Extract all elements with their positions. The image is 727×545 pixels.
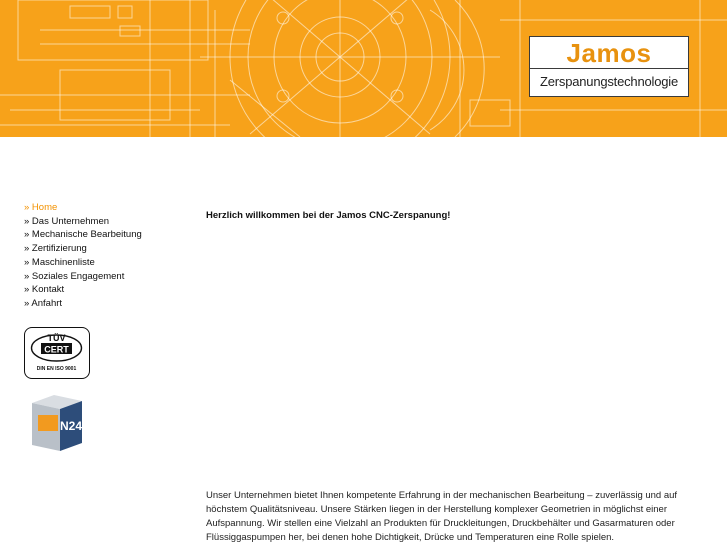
- n24-badge[interactable]: [24, 395, 86, 451]
- tuv-cert-seal: [25, 328, 88, 377]
- main-navigation: [24, 201, 142, 311]
- nav-item-soziales-engagement[interactable]: » Soziales Engagement: [24, 270, 125, 282]
- header-banner: [0, 0, 727, 137]
- n24-cube-logo: [24, 395, 86, 451]
- nav-item-zertifizierung[interactable]: » Zertifizierung: [24, 243, 87, 255]
- nav-item-kontakt[interactable]: » Kontakt: [24, 284, 65, 296]
- tuv-text: TÜV: [47, 333, 66, 343]
- nav-item-anfahrt[interactable]: » Anfahrt: [24, 297, 63, 309]
- iso-standard-text: DIN EN ISO 9001: [36, 366, 77, 372]
- nav-item-home[interactable]: » Home: [24, 202, 58, 213]
- nav-item-maschinenliste[interactable]: » Maschinenliste: [24, 256, 95, 268]
- n24-text: N24: [59, 419, 83, 433]
- welcome-heading: Herzlich willkommen bei der Jamos CNC-Zerspanung!: [206, 210, 451, 221]
- intro-paragraph: Unser Unternehmen bietet Ihnen kompetente Erfahrung in der mechanischen Bearbeitung – zuverlässig und auf höchstem Qualitätsniveau. Unsere Stärken liegen in der Herstellung komplexer Geometrien in möglichst einer Aufspannung. Wir stellen eine Vielzahl an Produkten für Druckleitungen, Druckbehälter und Gasarmaturen oder Flüssiggaspumpen her, bei denen hohe Dichtigkeit, Drücke und Temperaturen eine Rolle spielen.: [206, 490, 678, 543]
- logo-tagline: Zerspanungstechnologie: [540, 74, 678, 89]
- jamos-logo[interactable]: [529, 36, 689, 97]
- logo-name: Jamos: [530, 37, 688, 69]
- cert-text: CERT: [44, 344, 69, 355]
- nav-item-mechanische-bearbeitung[interactable]: » Mechanische Bearbeitung: [24, 229, 142, 241]
- tuv-cert-badge[interactable]: [24, 327, 90, 379]
- nav-item-das-unternehmen[interactable]: » Das Unternehmen: [24, 215, 110, 227]
